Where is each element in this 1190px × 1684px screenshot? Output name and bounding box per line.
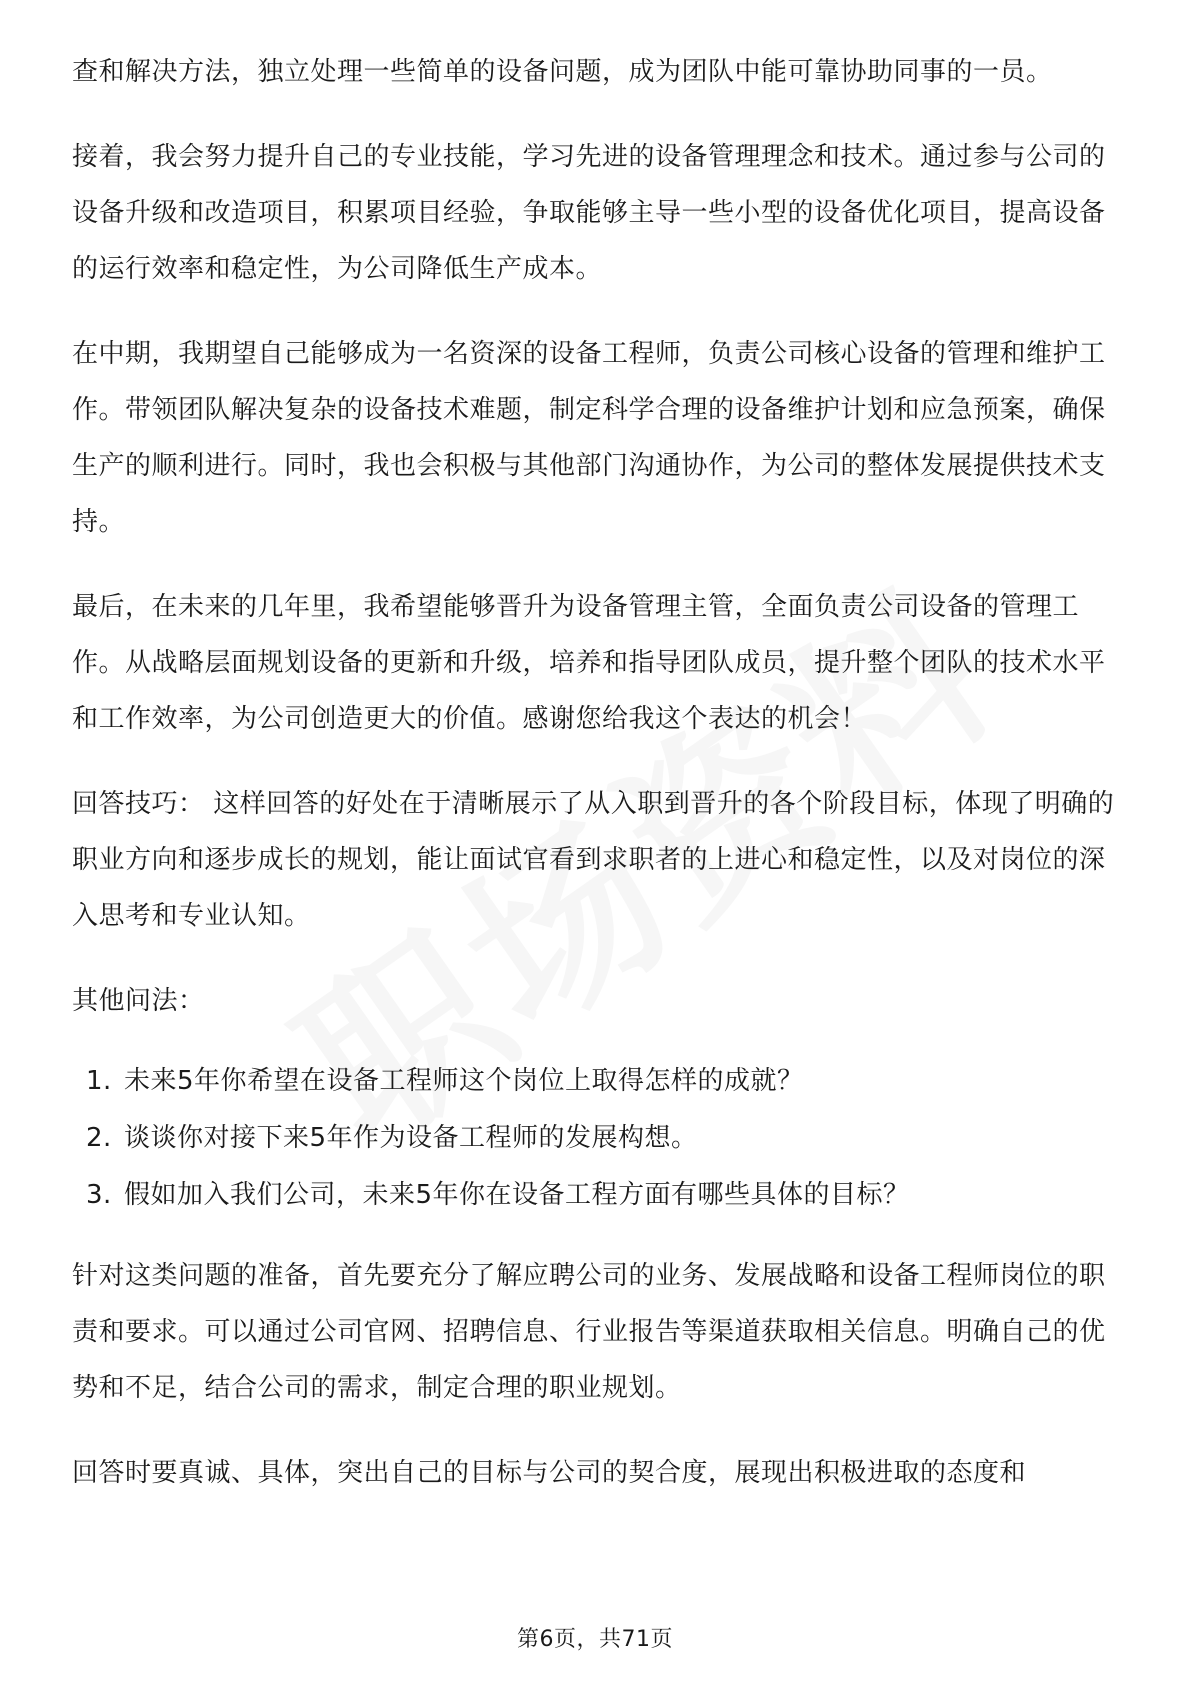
list-item: [86, 1167, 1118, 1224]
answer-tips-paragraph: 回答技巧： 这样回答的好处在于清晰展示了从入职到晋升的各个阶段目标，体现了明确的职业方向和逐步成长的规划，能让面试官看到求职者的上进心和稳定性，以及对岗位的深入思考和专业认知。: [72, 789, 1115, 931]
other-questions-heading: 其他问法：: [72, 986, 205, 1016]
paragraph: 接着，我会努力提升自己的专业技能，学习先进的设备管理理念和技术。通过参与公司的设备升级和改造项目，积累项目经验，争取能够主导一些小型的设备优化项目，提高设备的运行效率和稳定性，为公司降低生产成本。: [72, 142, 1106, 284]
list-item: [86, 1110, 1118, 1167]
list-number: 1.: [86, 1066, 112, 1096]
paragraph: 查和解决方法，独立处理一些简单的设备问题，成为团队中能可靠协助同事的一员。: [72, 57, 1053, 87]
list-text: 假如加入我们公司，未来5年你在设备工程方面有哪些具体的目标？: [124, 1180, 910, 1210]
list-number: 2.: [86, 1123, 112, 1153]
paragraph: 针对这类问题的准备，首先要充分了解应聘公司的业务、发展战略和设备工程师岗位的职责和要求。可以通过公司官网、招聘信息、行业报告等渠道获取相关信息。明确自己的优势和不足，结合公司的需求，制定合理的职业规划。: [72, 1261, 1106, 1403]
paragraph: 最后，在未来的几年里，我希望能够晋升为设备管理主管，全面负责公司设备的管理工作。从战略层面规划设备的更新和升级，培养和指导团队成员，提升整个团队的技术水平和工作效率，为公司创造更大的价值。感谢您给我这个表达的机会！: [72, 592, 1106, 734]
list-text: 谈谈你对接下来5年作为设备工程师的发展构想。: [124, 1123, 698, 1153]
document-body: [72, 44, 1118, 1530]
list-item: [86, 1053, 1118, 1110]
list-text: 未来5年你希望在设备工程师这个岗位上取得怎样的成就？: [124, 1066, 804, 1096]
paragraph: 在中期，我期望自己能够成为一名资深的设备工程师，负责公司核心设备的管理和维护工作。带领团队解决复杂的设备技术难题，制定科学合理的设备维护计划和应急预案，确保生产的顺利进行。同时，我也会积极与其他部门沟通协作，为公司的整体发展提供技术支持。: [72, 339, 1106, 537]
page-footer: 第6页，共71页: [517, 1627, 673, 1652]
paragraph: 回答时要真诚、具体，突出自己的目标与公司的契合度，展现出积极进取的态度和: [72, 1458, 1027, 1488]
question-list: [72, 1053, 1118, 1224]
list-number: 3.: [86, 1180, 112, 1210]
